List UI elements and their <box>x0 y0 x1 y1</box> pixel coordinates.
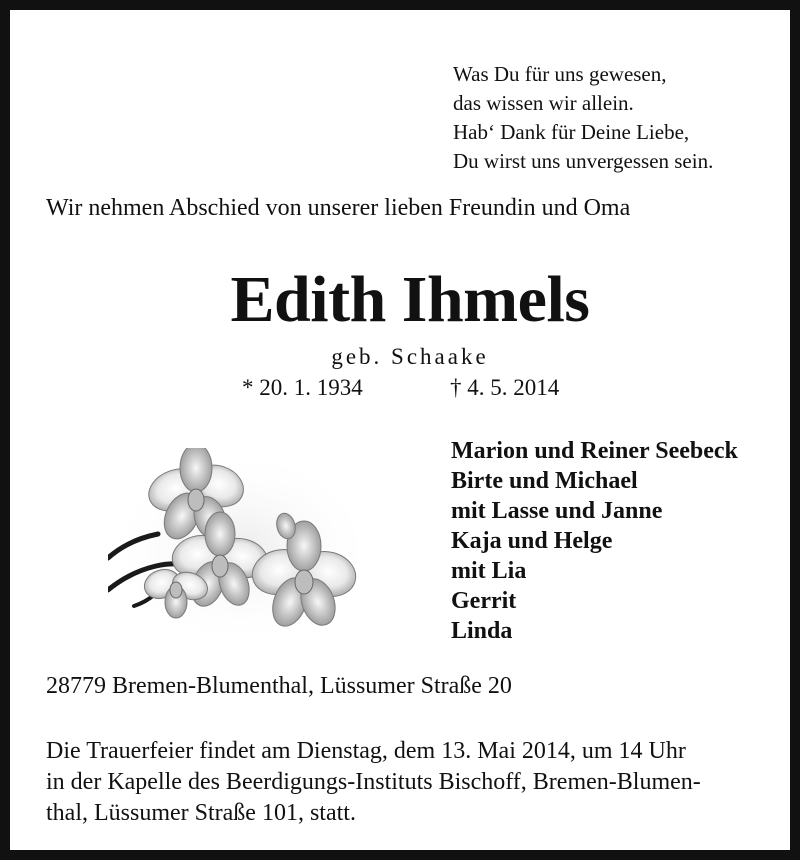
service-details <box>46 736 701 829</box>
mourner-line: mit Lasse und Janne <box>451 498 663 524</box>
poem-line: Du wirst uns unvergessen sein. <box>453 149 714 173</box>
address: 28779 Bremen-Blumenthal, Lüssumer Straße 20 <box>46 673 512 699</box>
service-line: thal, Lüssumer Straße 101, statt. <box>46 800 356 826</box>
mourner-line: Kaja und Helge <box>451 528 613 554</box>
poem-line: Hab‘ Dank für Deine Liebe, <box>453 120 690 144</box>
birth-name: geb. Schaake <box>331 344 489 369</box>
mourner-line: Gerrit <box>451 588 517 614</box>
orchid-flowers-icon <box>108 448 376 648</box>
mourner-line: Birte und Michael <box>451 468 638 494</box>
death-date: † 4. 5. 2014 <box>450 375 560 400</box>
mourners-list <box>451 436 738 646</box>
intro-text: Wir nehmen Abschied von unserer lieben Freundin und Oma <box>46 195 631 221</box>
mourner-line: Linda <box>451 618 513 644</box>
poem <box>453 60 713 176</box>
deceased-name: Edith Ihmels <box>230 263 590 336</box>
poem-line: Was Du für uns gewesen, <box>453 62 667 86</box>
service-line: in der Kapelle des Beerdigungs-Instituts Bischoff, Bremen-Blumen- <box>46 769 701 795</box>
birth-date: * 20. 1. 1934 <box>242 375 363 400</box>
poem-line: das wissen wir allein. <box>453 91 634 115</box>
mourner-line: Marion und Reiner Seebeck <box>451 438 738 464</box>
mourner-line: mit Lia <box>451 558 527 584</box>
service-line: Die Trauerfeier findet am Dienstag, dem 13. Mai 2014, um 14 Uhr <box>46 738 686 764</box>
